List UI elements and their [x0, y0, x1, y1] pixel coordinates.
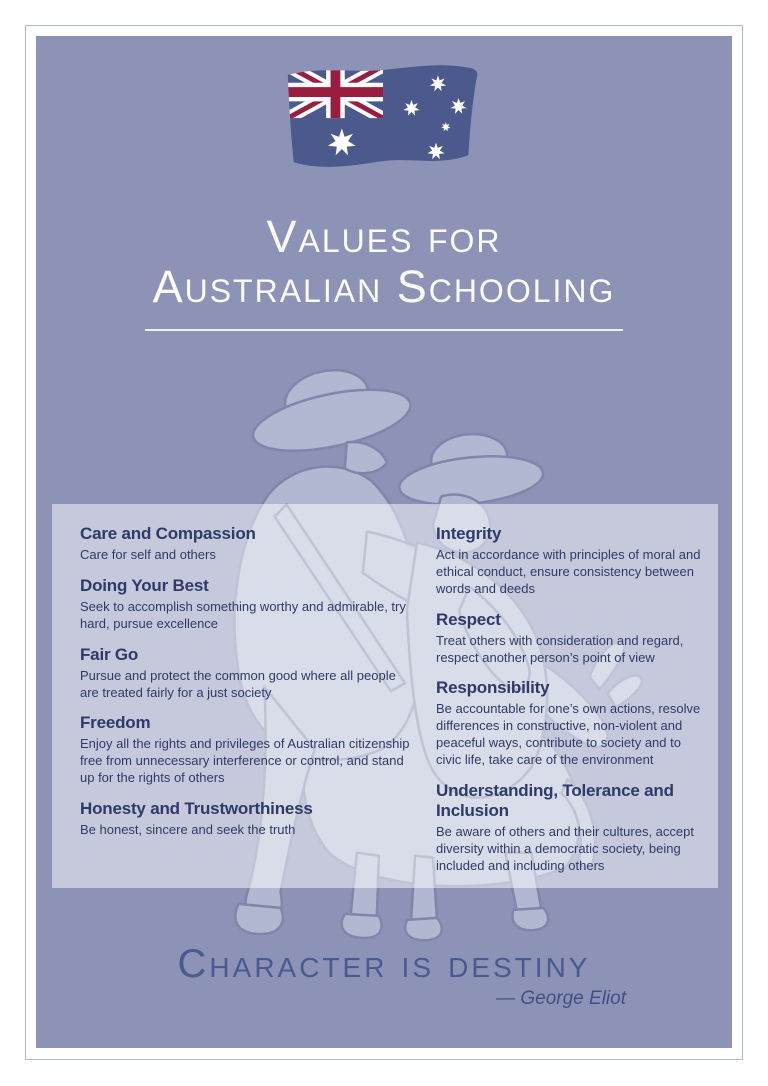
value-heading: Respect — [436, 609, 501, 629]
value-item — [80, 799, 416, 839]
value-body: Enjoy all the rights and privileges of Australian citizenship free from unnecessary interference or control, and stand up for the rights of others — [80, 736, 410, 786]
value-heading: Fair Go — [80, 644, 139, 664]
value-body: Be accountable for one’s own actions, resolve differences in constructive, non-violent and peaceful ways, contribute to society and to civic life, take care of the environment — [436, 701, 701, 768]
values-column-right — [436, 524, 706, 887]
value-heading: Honesty and Trustworthiness — [80, 799, 313, 819]
value-body: Act in accordance with principles of moral and ethical conduct, ensure consistency between words and deeds — [436, 547, 701, 596]
poster-title-line1: Values for — [266, 211, 502, 262]
value-item — [436, 524, 706, 598]
values-panel — [52, 504, 718, 888]
poster-background — [36, 36, 732, 1048]
value-body: Treat others with consideration and regard, respect another person’s point of view — [436, 632, 684, 665]
poster-title-line2: Australian Schooling — [152, 260, 616, 312]
value-item — [436, 678, 706, 769]
value-heading: Responsibility — [436, 678, 550, 698]
value-item — [436, 610, 706, 667]
value-heading: Doing Your Best — [80, 575, 209, 595]
value-body: Pursue and protect the common good where all people are treated fairly for a just society — [80, 667, 396, 700]
value-body: Be honest, sincere and seek the truth — [80, 822, 296, 838]
value-item — [80, 645, 416, 702]
value-item — [80, 524, 416, 564]
poster-title — [36, 212, 732, 311]
value-heading: Understanding, Tolerance and Inclusion — [436, 781, 674, 821]
value-item — [80, 576, 416, 633]
value-body: Be aware of others and their cultures, accept diversity within a democratic society, being included and including others — [436, 824, 694, 873]
quote-attribution: — George Eliot — [496, 988, 626, 1009]
value-item — [80, 713, 416, 787]
value-heading: Freedom — [80, 713, 151, 733]
quote-text: Character is destiny — [177, 942, 591, 986]
value-item — [436, 781, 706, 875]
title-underline — [145, 329, 623, 331]
australian-flag-icon — [281, 60, 487, 184]
values-panel-columns — [52, 504, 718, 901]
values-column-left — [80, 524, 416, 887]
value-heading: Care and Compassion — [80, 524, 256, 543]
value-heading: Integrity — [436, 524, 502, 543]
value-body: Care for self and others — [80, 547, 216, 562]
value-body: Seek to accomplish something worthy and admirable, try hard, pursue excellence — [80, 598, 406, 631]
